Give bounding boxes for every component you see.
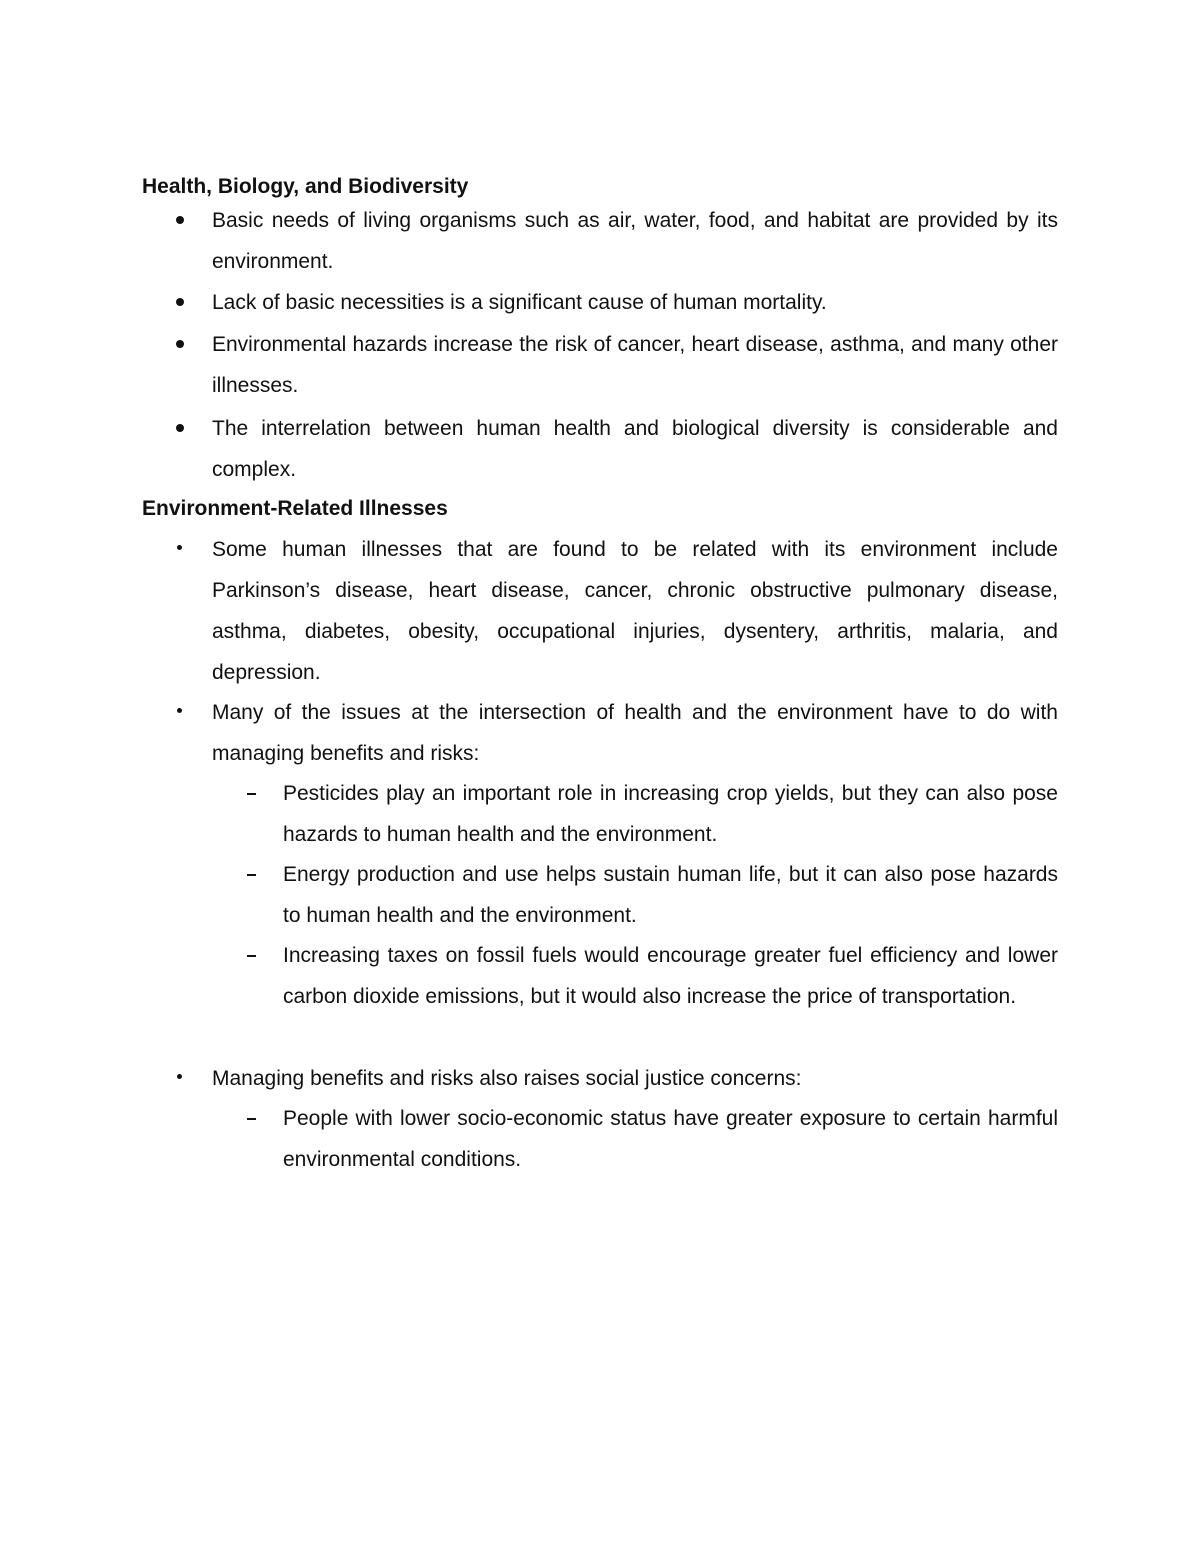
bullet-icon	[176, 340, 184, 348]
dash-icon	[247, 955, 256, 957]
bullet-icon	[177, 545, 182, 550]
section-heading-health-biology: Health, Biology, and Biodiversity	[142, 175, 469, 198]
bullet-icon	[176, 216, 184, 224]
bullet-icon	[176, 424, 184, 432]
list-item: Managing benefits and risks also raises social justice concerns:	[212, 1067, 802, 1090]
list-item: Many of the issues at the intersection of health and the environment have to do with managing benefits and risks:	[212, 701, 1058, 765]
list-item: Some human illnesses that are found to be related with its environment include Parkinson’s disease, heart disease, cancer, chronic obstructive pulmonary disease, asthma, diabetes, obesity, occupational injuries, dysentery, arthritis, malaria, and depression.	[212, 538, 1058, 684]
sub-list-item: Energy production and use helps sustain human life, but it can also pose hazards to human health and the environment.	[283, 863, 1058, 927]
dash-icon	[247, 874, 256, 876]
bullet-icon	[176, 298, 184, 306]
list-item: The interrelation between human health and biological diversity is considerable and complex.	[212, 417, 1058, 481]
list-item: Environmental hazards increase the risk of cancer, heart disease, asthma, and many other illnesses.	[212, 333, 1058, 397]
list-item: Basic needs of living organisms such as air, water, food, and habitat are provided by its environment.	[212, 209, 1058, 273]
sub-list-item: People with lower socio-economic status have greater exposure to certain harmful environmental conditions.	[283, 1107, 1058, 1171]
section-heading-environment-illnesses: Environment-Related Illnesses	[142, 497, 448, 520]
sub-list-item: Increasing taxes on fossil fuels would encourage greater fuel efficiency and lower carbon dioxide emissions, but it would also increase the price of transportation.	[283, 944, 1058, 1008]
dash-icon	[247, 1118, 256, 1120]
list-item: Lack of basic necessities is a significant cause of human mortality.	[212, 291, 827, 314]
dash-icon	[247, 793, 256, 795]
bullet-icon	[177, 1074, 182, 1079]
bullet-icon	[177, 708, 182, 713]
sub-list-item: Pesticides play an important role in increasing crop yields, but they can also pose hazards to human health and the environment.	[283, 782, 1058, 846]
